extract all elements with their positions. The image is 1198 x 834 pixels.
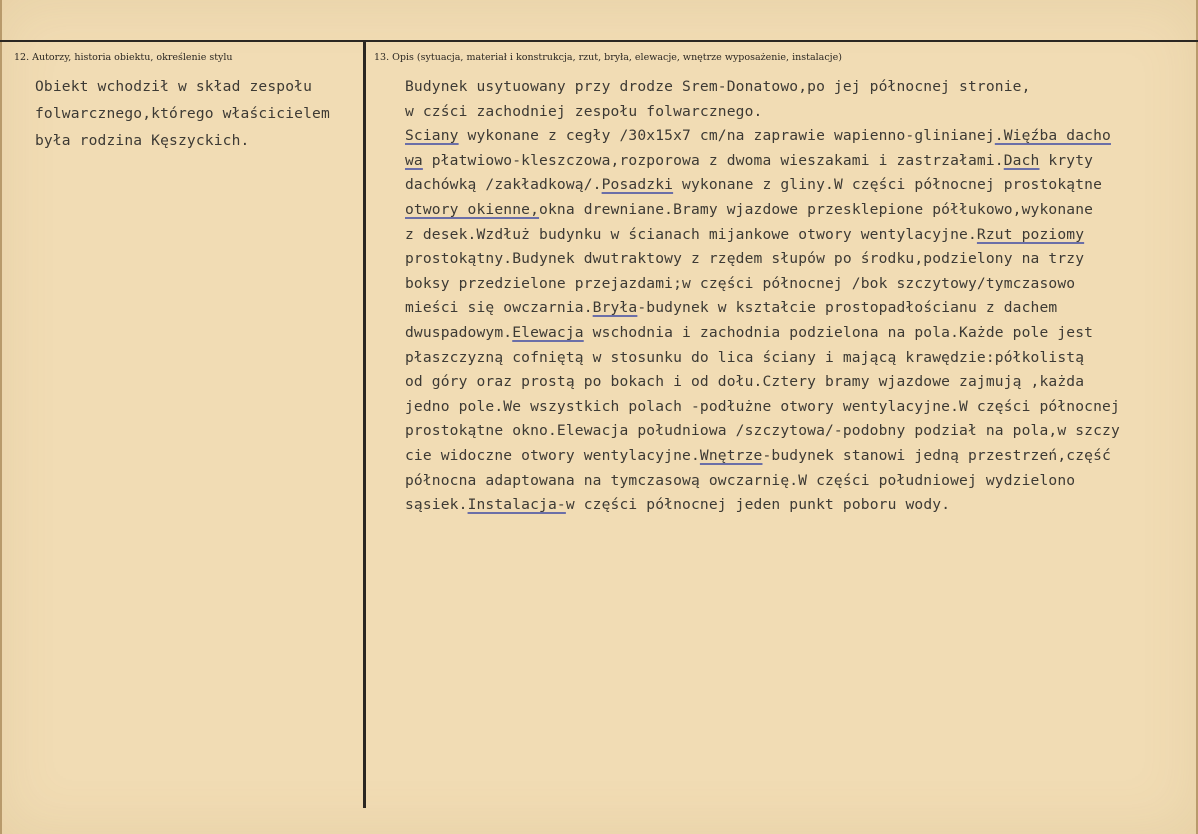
text-segment: prostokątny.Budynek dwutraktowy z rzędem słupów po środku,podzielony na trzy [405, 250, 1085, 268]
underlined-keyword: Rzut poziomy [976, 225, 1085, 243]
underlined-keyword: Wnętrze [699, 447, 763, 464]
text-segment: dwuspadowym. [405, 324, 513, 341]
text-segment: sąsiek. [405, 496, 468, 514]
text-segment: z desek.Wzdłuż budynku w ścianach mijankowe otwory wentylacyjne. [405, 225, 977, 243]
field-13-line [405, 250, 1084, 267]
text-segment: wykonane z gliny.W części północnej prostokątne [673, 176, 1103, 194]
underlined-keyword: otwory okienne, [405, 201, 540, 218]
text-segment: dachówką /zakładkową/. [405, 176, 602, 194]
field-13-line [405, 201, 1093, 218]
underlined-keyword: Posadzki [601, 176, 674, 194]
field-13-line [405, 373, 1084, 390]
text-segment: w czści zachodniej zespołu folwarcznego. [405, 102, 763, 120]
text-segment: -budynek stanowi jedną przestrzeń,część [762, 447, 1111, 464]
page-edge-left [0, 0, 2, 834]
field-13-line [405, 127, 1111, 144]
column-divider [363, 40, 366, 808]
text-segment: od góry oraz prostą po bokach i od dołu.Cztery bramy wjazdowe zajmują ,każda [405, 373, 1085, 391]
text-segment: kryty [1039, 151, 1094, 169]
field-13-line [405, 349, 1084, 366]
underlined-keyword: Bryła [592, 299, 638, 317]
text-segment: okna drewniane.Bramy wjazdowe przesklepione półłukowo,wykonane [539, 201, 1094, 218]
underlined-keyword: Instalacja- [467, 496, 566, 514]
field-13-line [405, 299, 1057, 316]
text-segment: płatwiowo-kleszczowa,rozporowa z dwoma wieszakami i zastrzałami. [422, 151, 1004, 169]
field-12-header: 12. Autorzy, historia obiektu, określenie stylu [14, 52, 233, 63]
text-segment: wykonane z cegły /30x15x7 cm/na zaprawie wapienno-glinianej [458, 127, 995, 145]
underlined-keyword: wa [405, 151, 423, 169]
field-13-line [405, 78, 1031, 95]
underlined-keyword: Elewacja [512, 324, 584, 341]
field-13-line [405, 472, 1075, 489]
underlined-keyword: .Więźba dacho [994, 127, 1111, 145]
text-segment: mieści się owczarnia. [405, 299, 593, 317]
text-segment: jedno pole.We wszystkich polach -podłużne otwory wentylacyjne.W części północnej [405, 397, 1120, 415]
field-13-line [405, 275, 1075, 292]
field-12-line: była rodzina Kęszyckich. [35, 132, 250, 149]
field-13-line [405, 496, 950, 513]
text-segment: wschodnia i zachodnia podzielona na pola.Każde pole jest [583, 324, 1094, 341]
text-segment: w części północnej jeden punkt poboru wody. [565, 496, 951, 514]
field-12-line: Obiekt wchodził w skład zespołu [35, 78, 313, 95]
text-segment: -budynek w kształcie prostopadłościanu z dachem [637, 299, 1058, 317]
field-13-line [405, 152, 1093, 169]
text-segment: płaszczyzną cofniętą w stosunku do lica ściany i mającą krawędzie:półkolistą [405, 348, 1085, 366]
text-segment: Budynek usytuowany przy drodze Srem-Donatowo,po jej północnej stronie, [405, 78, 1031, 95]
underlined-keyword: Dach [1003, 151, 1040, 169]
field-13-line [405, 422, 1120, 439]
field-13-line [405, 176, 1102, 193]
text-segment: prostokątne okno.Elewacja południowa /szczytowa/-podobny podział na pola,w szczy [405, 422, 1120, 440]
field-13-line [405, 324, 1093, 341]
field-13-line [405, 226, 1084, 243]
field-13-line [405, 103, 762, 120]
text-segment: boksy przedzielone przejazdami;w części północnej /bok szczytowy/tymczasowo [405, 274, 1076, 292]
field-13-header: 13. Opis (sytuacja, materiał i konstrukcja, rzut, bryła, elewacje, wnętrze wyposażenie, instalacje) [374, 52, 842, 63]
horizontal-rule [0, 40, 1198, 42]
text-segment: cie widoczne otwory wentylacyjne. [405, 447, 700, 464]
text-segment: północna adaptowana na tymczasową owczarnię.W części południowej wydzielono [405, 471, 1076, 489]
field-13-line [405, 398, 1120, 415]
underlined-keyword: Sciany [405, 127, 459, 145]
field-12-line: folwarcznego,którego właścicielem [35, 105, 330, 122]
field-13-line [405, 447, 1111, 464]
